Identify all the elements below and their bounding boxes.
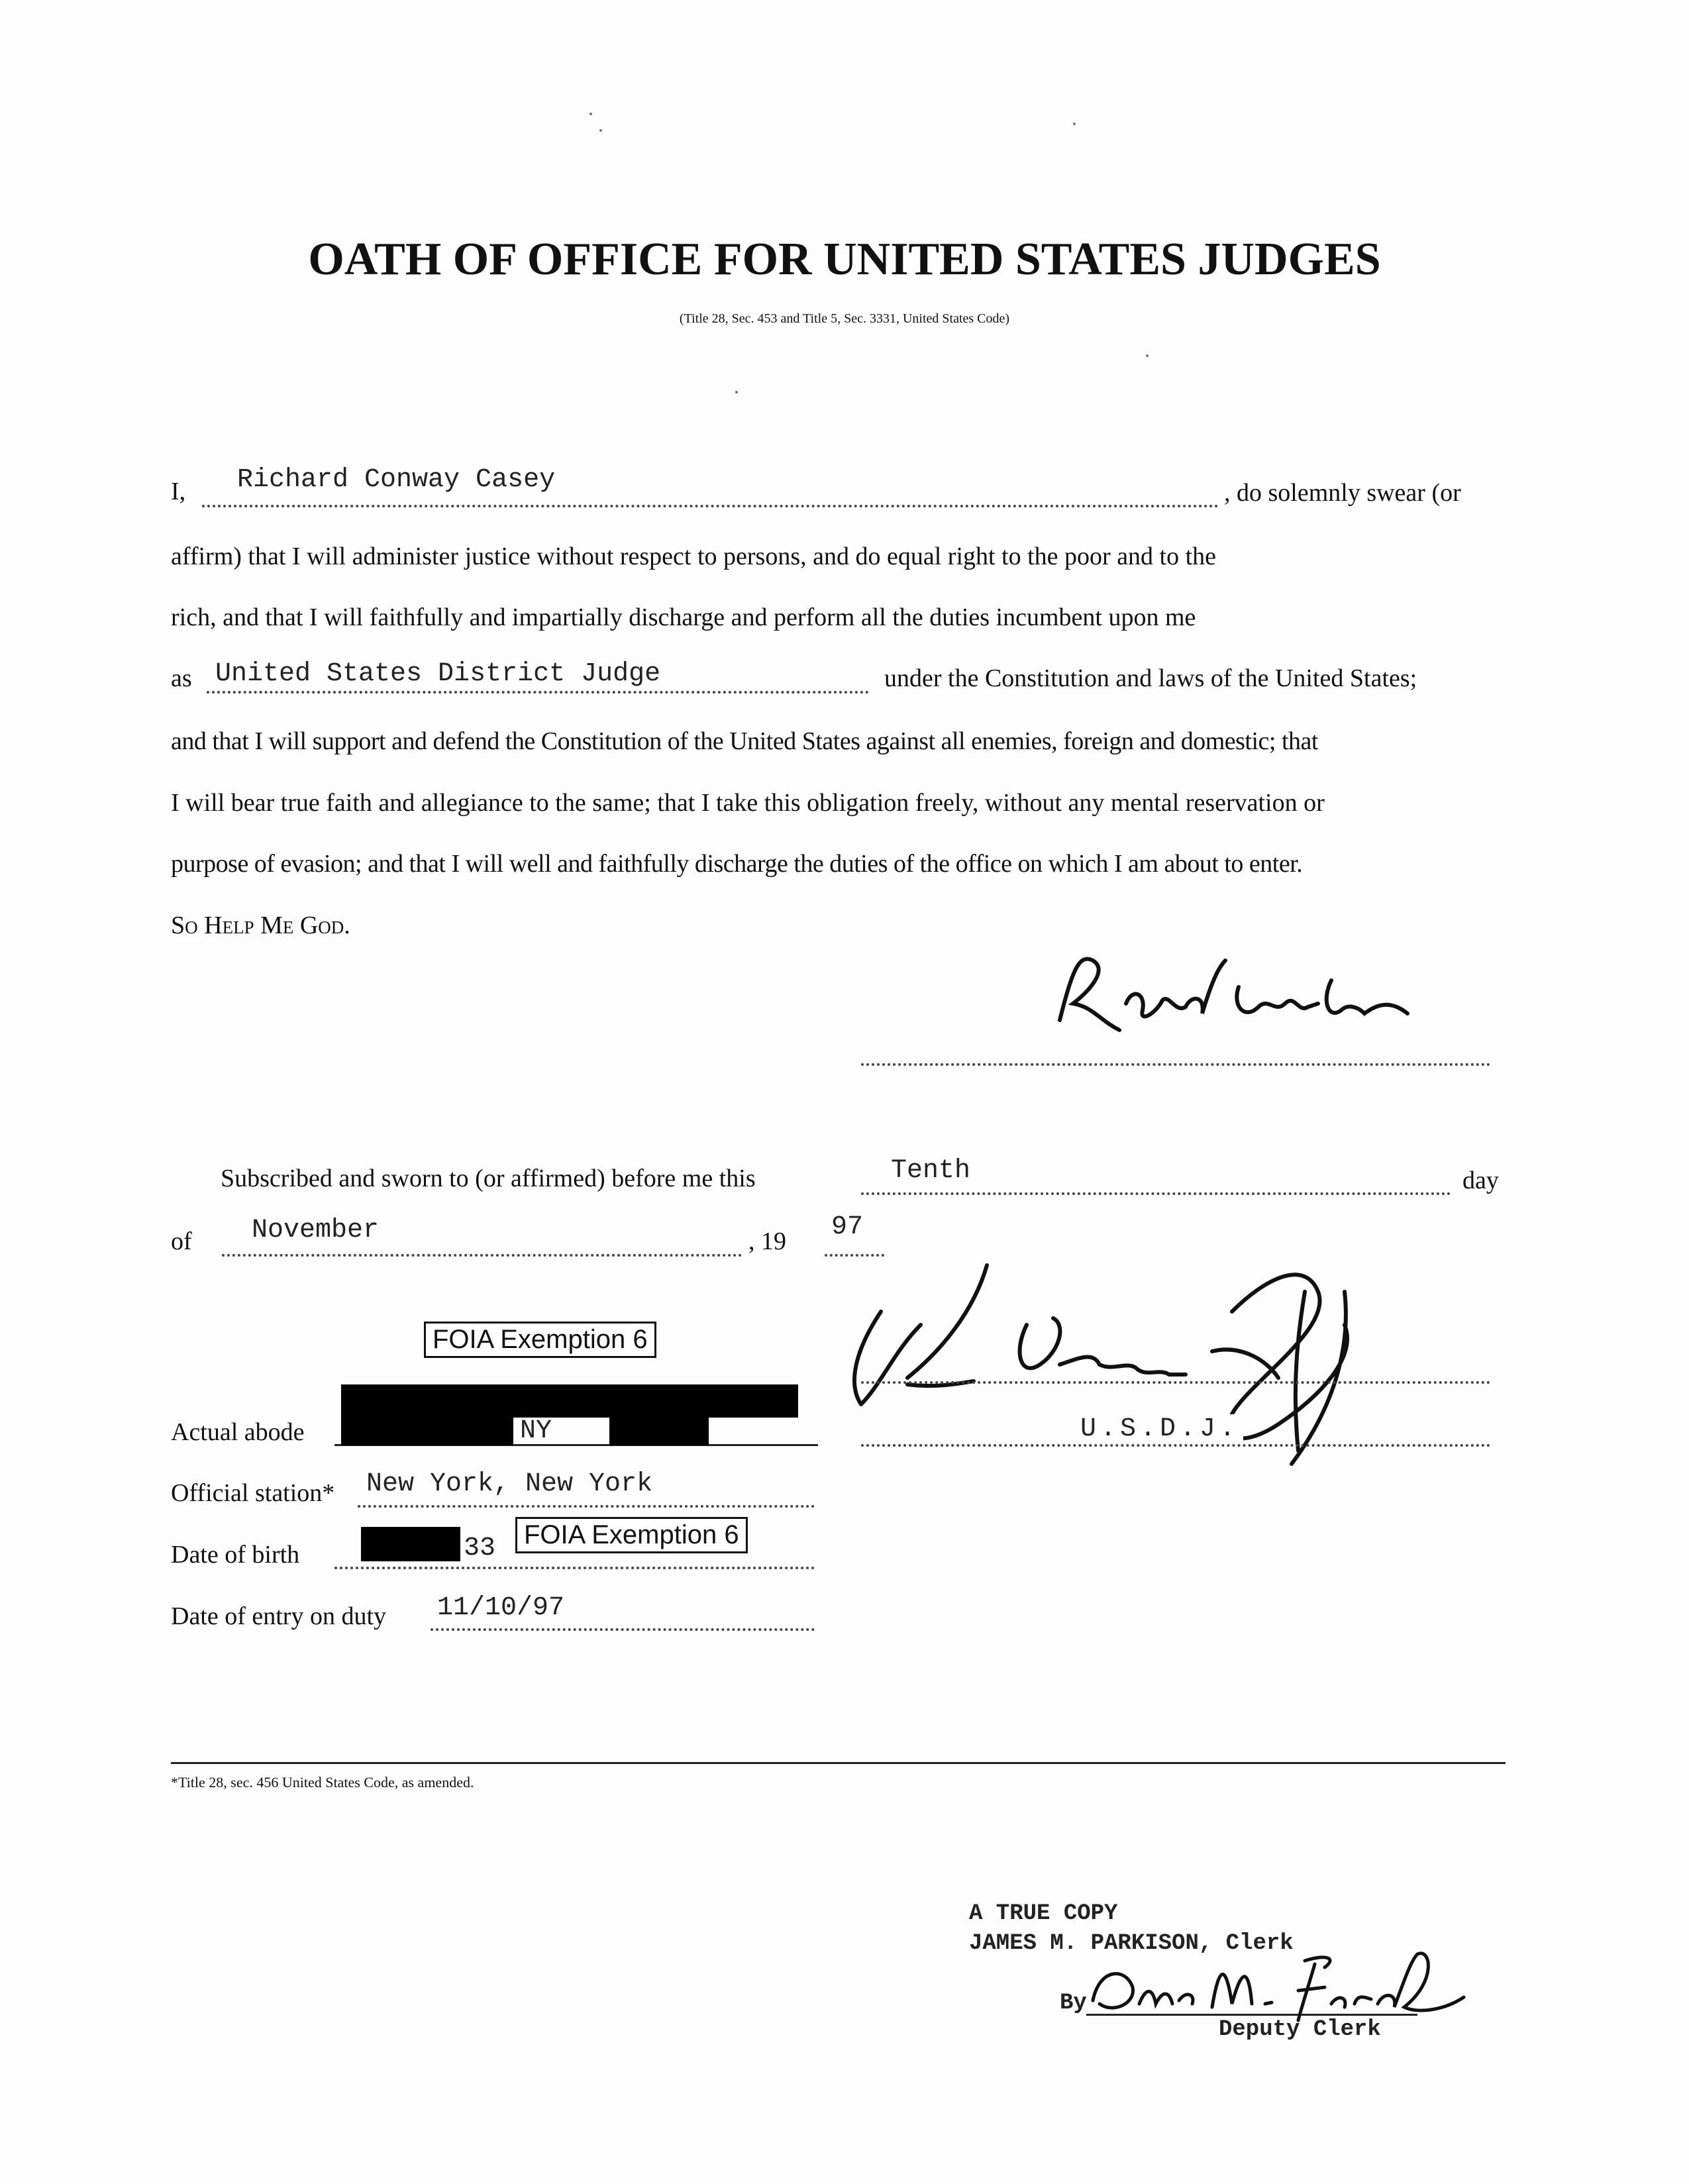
- day-label: day: [1462, 1167, 1499, 1194]
- entry-label: Date of entry on duty: [171, 1602, 387, 1630]
- by-label: By: [1060, 1991, 1087, 2016]
- oath-line-1-end: , do solemnly swear (or: [1224, 479, 1461, 507]
- redaction-bar: [341, 1384, 798, 1418]
- day-value: Tenth: [891, 1156, 971, 1186]
- oath-line-3: rich, and that I will faithfully and impartially discharge and perform all the duties incumbent upon me: [171, 603, 1196, 631]
- oath-closing: So Help Me God.: [171, 911, 350, 939]
- administering-signature-line-2: [861, 1444, 1490, 1447]
- judge-signature: [1047, 941, 1417, 1047]
- birth-dotted-line: [334, 1567, 815, 1569]
- month-dotted-line: [222, 1254, 742, 1257]
- page-title: OATH OF OFFICE FOR UNITED STATES JUDGES: [308, 234, 1381, 285]
- judge-signature-line: [861, 1063, 1490, 1066]
- oath-line-7: purpose of evasion; and that I will well and faithfully discharge the duties of the office on which I am about to enter.: [171, 850, 1303, 878]
- abode-visible: NY: [520, 1416, 552, 1446]
- foia-exemption-label-1: FOIA Exemption 6: [424, 1322, 656, 1358]
- oath-pronoun: I,: [171, 478, 186, 505]
- station-dotted-line: [358, 1505, 815, 1508]
- entry-dotted-line: [431, 1628, 815, 1631]
- redaction-bar: [609, 1418, 709, 1445]
- scan-speck: [735, 391, 738, 393]
- oath-line-6: I will bear true faith and allegiance to the same; that I take this obligation freely, without any mental reservation or: [171, 789, 1325, 817]
- footnote-rule: [171, 1762, 1506, 1764]
- judge-name: Richard Conway Casey: [237, 465, 556, 495]
- century-label: , 19: [748, 1227, 786, 1255]
- redaction-bar: [361, 1527, 460, 1561]
- true-copy-label: A TRUE COPY: [969, 1901, 1118, 1926]
- of-label: of: [171, 1227, 192, 1255]
- oath-line-4-end: under the Constitution and laws of the United States;: [884, 664, 1417, 692]
- birth-label: Date of birth: [171, 1541, 300, 1569]
- office-dotted-line: [207, 691, 869, 694]
- month-value: November: [252, 1216, 380, 1245]
- scan-speck: [1146, 354, 1149, 357]
- deputy-clerk-label: Deputy Clerk: [1219, 2017, 1381, 2042]
- footnote: *Title 28, sec. 456 United States Code, as amended.: [171, 1774, 474, 1791]
- oath-line-4-start: as: [171, 664, 192, 692]
- year-value: 97: [831, 1212, 864, 1242]
- deputy-signature: [1086, 1941, 1470, 2027]
- entry-value: 11/10/97: [437, 1593, 565, 1623]
- birth-visible: 33: [464, 1534, 496, 1563]
- redaction-bar: [341, 1418, 513, 1445]
- scan-speck: [599, 129, 602, 132]
- station-label: Official station*: [171, 1479, 335, 1507]
- station-value: New York, New York: [366, 1469, 653, 1499]
- office-title: United States District Judge: [215, 659, 661, 689]
- day-dotted-line: [861, 1192, 1451, 1195]
- scan-speck: [589, 113, 592, 115]
- abode-label: Actual abode: [171, 1418, 305, 1446]
- statute-citation: (Title 28, Sec. 453 and Title 5, Sec. 3331, United States Code): [679, 311, 1010, 326]
- official-title: U.S.D.J.: [1076, 1414, 1243, 1444]
- scan-speck: [1073, 123, 1076, 125]
- administering-signature-line-1: [861, 1381, 1490, 1384]
- clerk-name: JAMES M. PARKISON, Clerk: [969, 1931, 1294, 1956]
- foia-exemption-label-2: FOIA Exemption 6: [515, 1517, 748, 1553]
- oath-line-2: affirm) that I will administer justice without respect to persons, and do equal right to the poor and to the: [171, 543, 1217, 570]
- name-dotted-line: [202, 505, 1219, 507]
- subscribed-text: Subscribed and sworn to (or affirmed) before me this: [221, 1165, 756, 1192]
- oath-line-5: and that I will support and defend the Constitution of the United States against all enemies, foreign and domestic; that: [171, 727, 1318, 755]
